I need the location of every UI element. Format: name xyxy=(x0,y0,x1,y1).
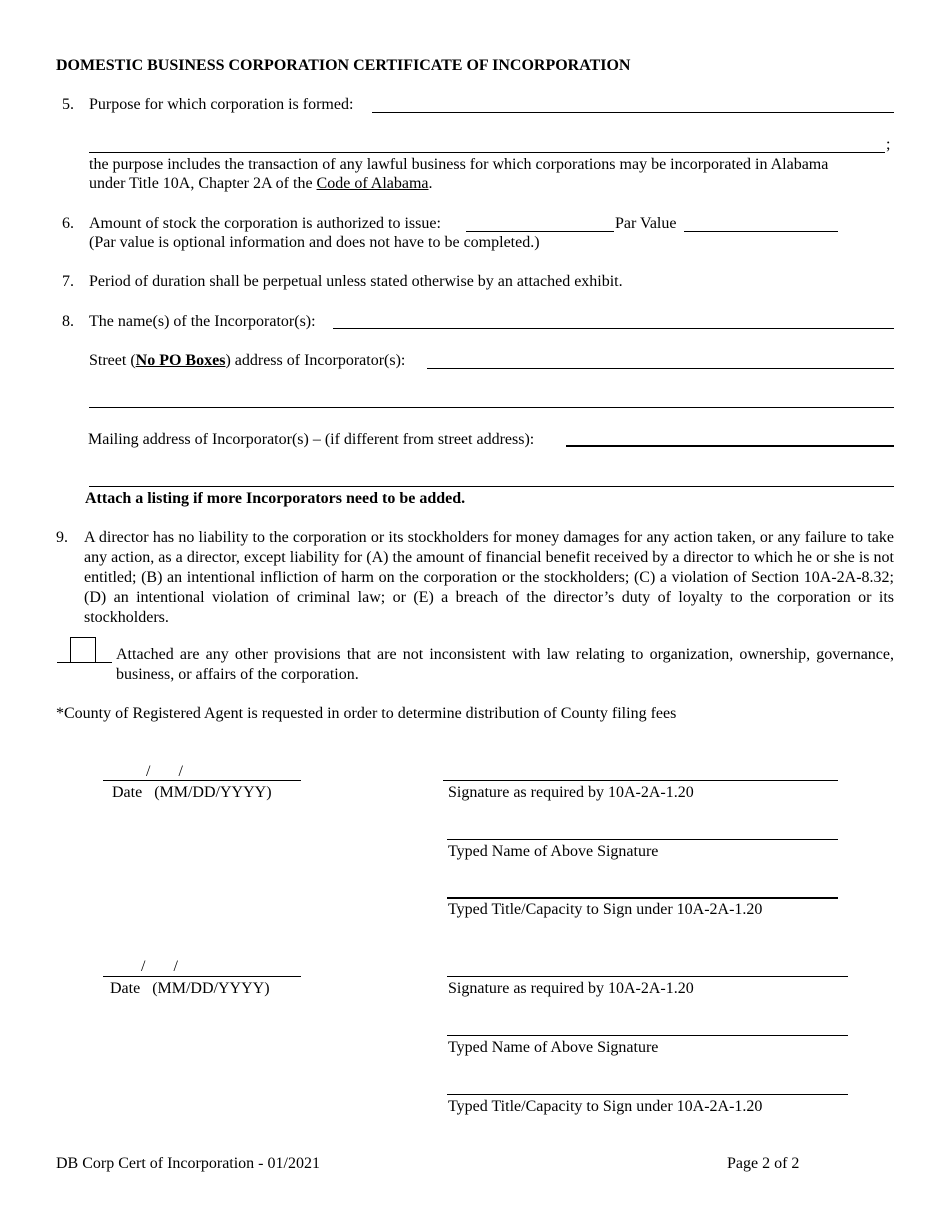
item-5-number: 5. xyxy=(62,96,74,113)
purpose-semicolon: ; xyxy=(886,136,891,153)
date-slashes-1: / / xyxy=(146,763,183,780)
code-of-alabama-reference: Code of Alabama xyxy=(316,175,429,192)
item-8-number: 8. xyxy=(62,313,74,330)
director-liability-text: A director has no liability to the corporation or its stockholders for money damages for any action taken, or any failure to take any action, as a director, except liability for (A) the amount of financial benefit received by a director to which he or she is not entitled; (B) an intentional infliction of harm on the corporation or the stockholders; (C) a violation of Section 10A-2A-8.32; (D) an intentional violation of criminal law; or (E) a breach of the director’s duty of loyalty to the corporation or its stockholders. xyxy=(84,529,894,626)
street-address-field-line-1[interactable] xyxy=(427,368,894,387)
par-value-label: Par Value xyxy=(615,215,677,232)
attach-listing-note: Attach a listing if more Incorporators need to be added. xyxy=(85,490,466,507)
signature-label-2: Signature as required by 10A-2A-1.20 xyxy=(448,980,694,997)
typed-title-label-1: Typed Title/Capacity to Sign under 10A-2A-1.20 xyxy=(448,901,763,918)
item-5-label: Purpose for which corporation is formed: xyxy=(89,96,354,113)
incorporator-names-label: The name(s) of the Incorporator(s): xyxy=(89,313,316,330)
date-slashes-2: / / xyxy=(141,958,178,975)
county-note: *County of Registered Agent is requested in order to determine distribution of County filing fees xyxy=(56,705,677,722)
street-suffix: ) address of Incorporator(s): xyxy=(225,352,406,369)
typed-title-label-2: Typed Title/Capacity to Sign under 10A-2A-1.20 xyxy=(448,1098,763,1115)
no-po-boxes: No PO Boxes xyxy=(135,352,226,369)
item-9-number: 9. xyxy=(56,529,68,546)
purpose-field-line-1[interactable] xyxy=(372,112,894,131)
item-5-purpose-text-b xyxy=(89,174,433,194)
title-reference: under Title 10A, Chapter 2A of the xyxy=(89,175,317,192)
stock-amount-label: Amount of stock the corporation is authorized to issue: xyxy=(89,215,441,232)
footer-form-id: DB Corp Cert of Incorporation - 01/2021 xyxy=(56,1155,320,1172)
date-label-1: Date (MM/DD/YYYY) xyxy=(112,784,272,801)
street-prefix: Street ( xyxy=(89,352,136,369)
street-address-field-line-2[interactable] xyxy=(89,407,894,426)
mailing-address-label: Mailing address of Incorporator(s) – (if different from street address): xyxy=(88,431,535,448)
street-address-label xyxy=(89,351,405,371)
period: . xyxy=(428,175,433,192)
date-label-2: Date (MM/DD/YYYY) xyxy=(110,980,270,997)
footer-page-number: Page 2 of 2 xyxy=(727,1155,800,1172)
mailing-address-field-line-1[interactable] xyxy=(566,445,894,465)
signature-label-1: Signature as required by 10A-2A-1.20 xyxy=(448,784,694,801)
par-value-field[interactable] xyxy=(684,231,838,250)
attached-provisions-text: Attached are any other provisions that are not inconsistent with law relating to organization, ownership, governance, business, or affairs of the corporation. xyxy=(116,646,894,683)
par-value-note: (Par value is optional information and does not have to be completed.) xyxy=(89,234,540,251)
form-title: DOMESTIC BUSINESS CORPORATION CERTIFICATE OF INCORPORATION xyxy=(56,57,631,74)
item-7-number: 7. xyxy=(62,273,74,290)
typed-name-label-1: Typed Name of Above Signature xyxy=(448,843,659,860)
item-5-purpose-text-a: the purpose includes the transaction of any lawful business for which corporations may be incorporated in Alabama xyxy=(89,156,829,173)
typed-name-label-2: Typed Name of Above Signature xyxy=(448,1039,659,1056)
attached-provisions-checkbox[interactable] xyxy=(70,637,96,663)
item-6-number: 6. xyxy=(62,215,74,232)
incorporator-names-field[interactable] xyxy=(333,328,894,347)
duration-text: Period of duration shall be perpetual unless stated otherwise by an attached exhibit. xyxy=(89,273,623,290)
